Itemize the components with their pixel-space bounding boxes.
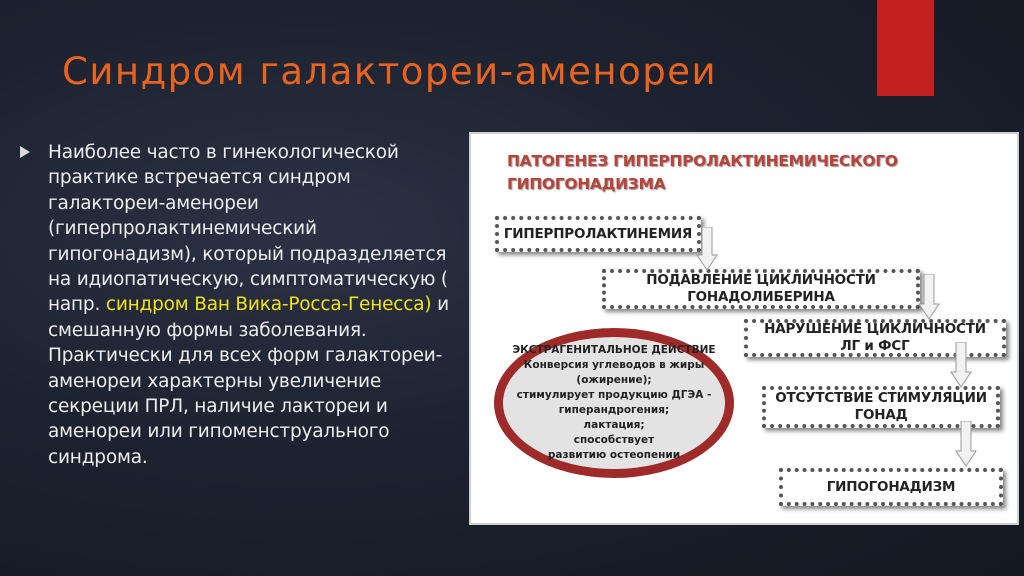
slide-title: Синдром галактореи-аменореи <box>62 50 718 93</box>
step-label: ГОНАДОЛИБЕРИНА <box>687 289 835 305</box>
body-text-highlight: синдром Ван Вика-Росса-Генесса) <box>105 294 432 316</box>
step-label: ГИПОГОНАДИЗМ <box>826 478 956 495</box>
ellipse-line: стимулирует продукцию ДГЭА - <box>516 389 712 401</box>
ellipse-line: Конверсия углеводов в жиры <box>523 359 705 371</box>
step-box-hyperprolactinemia <box>495 216 701 252</box>
ellipse-line: ЭКСТРАГЕНИТАЛЬНОЕ ДЕЙСТВИЕ <box>512 344 716 356</box>
step-label: ЛГ и ФСГ <box>840 338 910 354</box>
diagram-title <box>507 150 898 196</box>
step-label: ПОДАВЛЕНИЕ ЦИКЛИЧНОСТИ <box>646 272 876 288</box>
down-arrow-icon <box>950 342 972 388</box>
diagram-title-line1: ПАТОГЕНЕЗ ГИПЕРПРОЛАКТИНЕМИЧЕСКОГО <box>507 152 898 170</box>
ellipse-line: лактация; <box>583 419 645 431</box>
diagram-title-line2: ГИПОГОНАДИЗМА <box>507 175 666 193</box>
step-label: ОТСУТСТВИЕ СТИМУЛЯЦИИ <box>775 390 987 406</box>
step-label: ГИПЕРПРОЛАКТИНЕМИЯ <box>503 225 693 242</box>
body-text-part2: и смешанную формы заболевания. Практически для всех форм галактореи-аменореи характерны увеличение секреции ПРЛ, наличие лактореи и аменореи или гипоменструального синдрома. <box>48 294 449 468</box>
down-arrow-icon <box>955 421 977 467</box>
down-arrow-icon <box>918 274 940 320</box>
ellipse-line: гиперандрогения; <box>558 404 670 416</box>
down-arrow-icon <box>696 227 718 271</box>
step-label: НАРУШЕНИЕ ЦИКЛИЧНОСТИ <box>764 321 986 337</box>
pathogenesis-diagram <box>469 132 1019 525</box>
bullet-arrow-icon <box>20 146 30 158</box>
ellipse-line: развитию остеопении <box>547 449 681 461</box>
slide-body-text <box>48 140 453 470</box>
step-label: ГОНАД <box>854 407 908 423</box>
extragenital-effects-ellipse <box>494 328 734 478</box>
ellipse-line: способствует <box>573 434 655 446</box>
body-text-part1: Наиболее часто в гинекологической практике встречается синдром галактореи-аменореи (гиперпролактинемический гипогонадизм), который подразделяется на идиопатическую, симптоматическую ( напр. <box>48 142 448 316</box>
accent-tab <box>877 0 934 96</box>
step-box-hypogonadism <box>779 468 1003 506</box>
step-box-gnrh-suppression <box>602 269 920 309</box>
ellipse-line: (ожирение); <box>576 374 652 386</box>
